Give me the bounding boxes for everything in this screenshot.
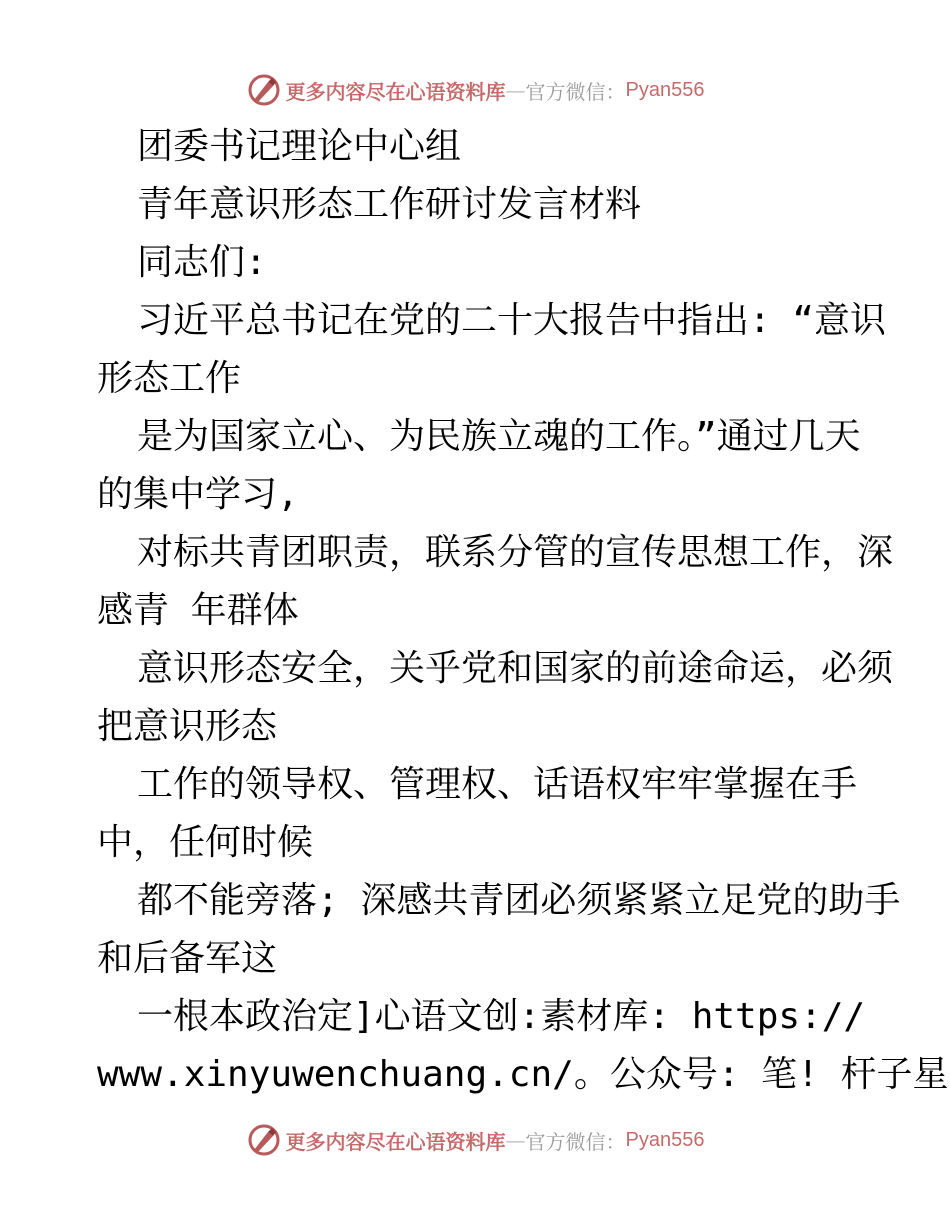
watermark-text: 更多内容尽在心语资料库 xyxy=(285,1129,506,1154)
pen-nib-logo-icon xyxy=(246,72,282,108)
paragraph-line: 形态工作 xyxy=(97,358,242,399)
doc-salutation: 同志们: xyxy=(137,242,267,283)
paragraph-line: 是为国家立心、为民族立魂的工作。”通过几天 xyxy=(137,416,861,457)
watermark-dash: — xyxy=(505,1128,526,1152)
paragraph-line: 意识形态安全，关乎党和国家的前途命运，必须 xyxy=(137,648,894,689)
header-watermark-banner xyxy=(0,70,950,110)
watermark-wechat-label: 官方微信： xyxy=(525,1129,626,1154)
footer-watermark-content xyxy=(246,1122,705,1158)
paragraph-line: 对标共青团职责，联系分管的宣传思想工作，深 xyxy=(137,532,894,573)
paragraph-line: 都不能旁落; 深感共青团必须紧紧立足党的助手 xyxy=(137,880,901,921)
watermark-text: 更多内容尽在心语资料库 xyxy=(285,79,506,104)
paragraph-line: www.xinyuwenchuang.cn/。公众号: 笔! 杆子星 xyxy=(97,1054,949,1095)
footer-watermark-banner xyxy=(0,1120,950,1160)
paragraph-line: 感青 年群体 xyxy=(97,590,299,631)
watermark-wechat-id: Pyan556 xyxy=(625,78,705,101)
header-watermark-content xyxy=(246,72,705,108)
watermark-dash: — xyxy=(505,78,526,102)
paragraph-line: 把意识形态 xyxy=(97,706,278,747)
doc-title: 青年意识形态工作研讨发言材料 xyxy=(137,184,642,225)
doc-heading-group: 团委书记理论中心组 xyxy=(137,126,462,167)
paragraph-line: 一根本政治定]心语文创:素材库: https:// xyxy=(137,996,866,1037)
paragraph-line: 中，任何时候 xyxy=(97,822,314,863)
paragraph-line: 的集中学习, xyxy=(97,474,299,515)
paragraph-line: 和后备军这 xyxy=(97,938,278,979)
watermark-wechat-label: 官方微信： xyxy=(525,79,626,104)
document-body xyxy=(97,118,949,1104)
watermark-wechat-id: Pyan556 xyxy=(625,1128,705,1151)
pen-nib-logo-icon xyxy=(246,1122,282,1158)
paragraph-line: 习近平总书记在党的二十大报告中指出: “意识 xyxy=(137,300,887,341)
paragraph-line: 工作的领导权、管理权、话语权牢牢掌握在手 xyxy=(137,764,858,805)
